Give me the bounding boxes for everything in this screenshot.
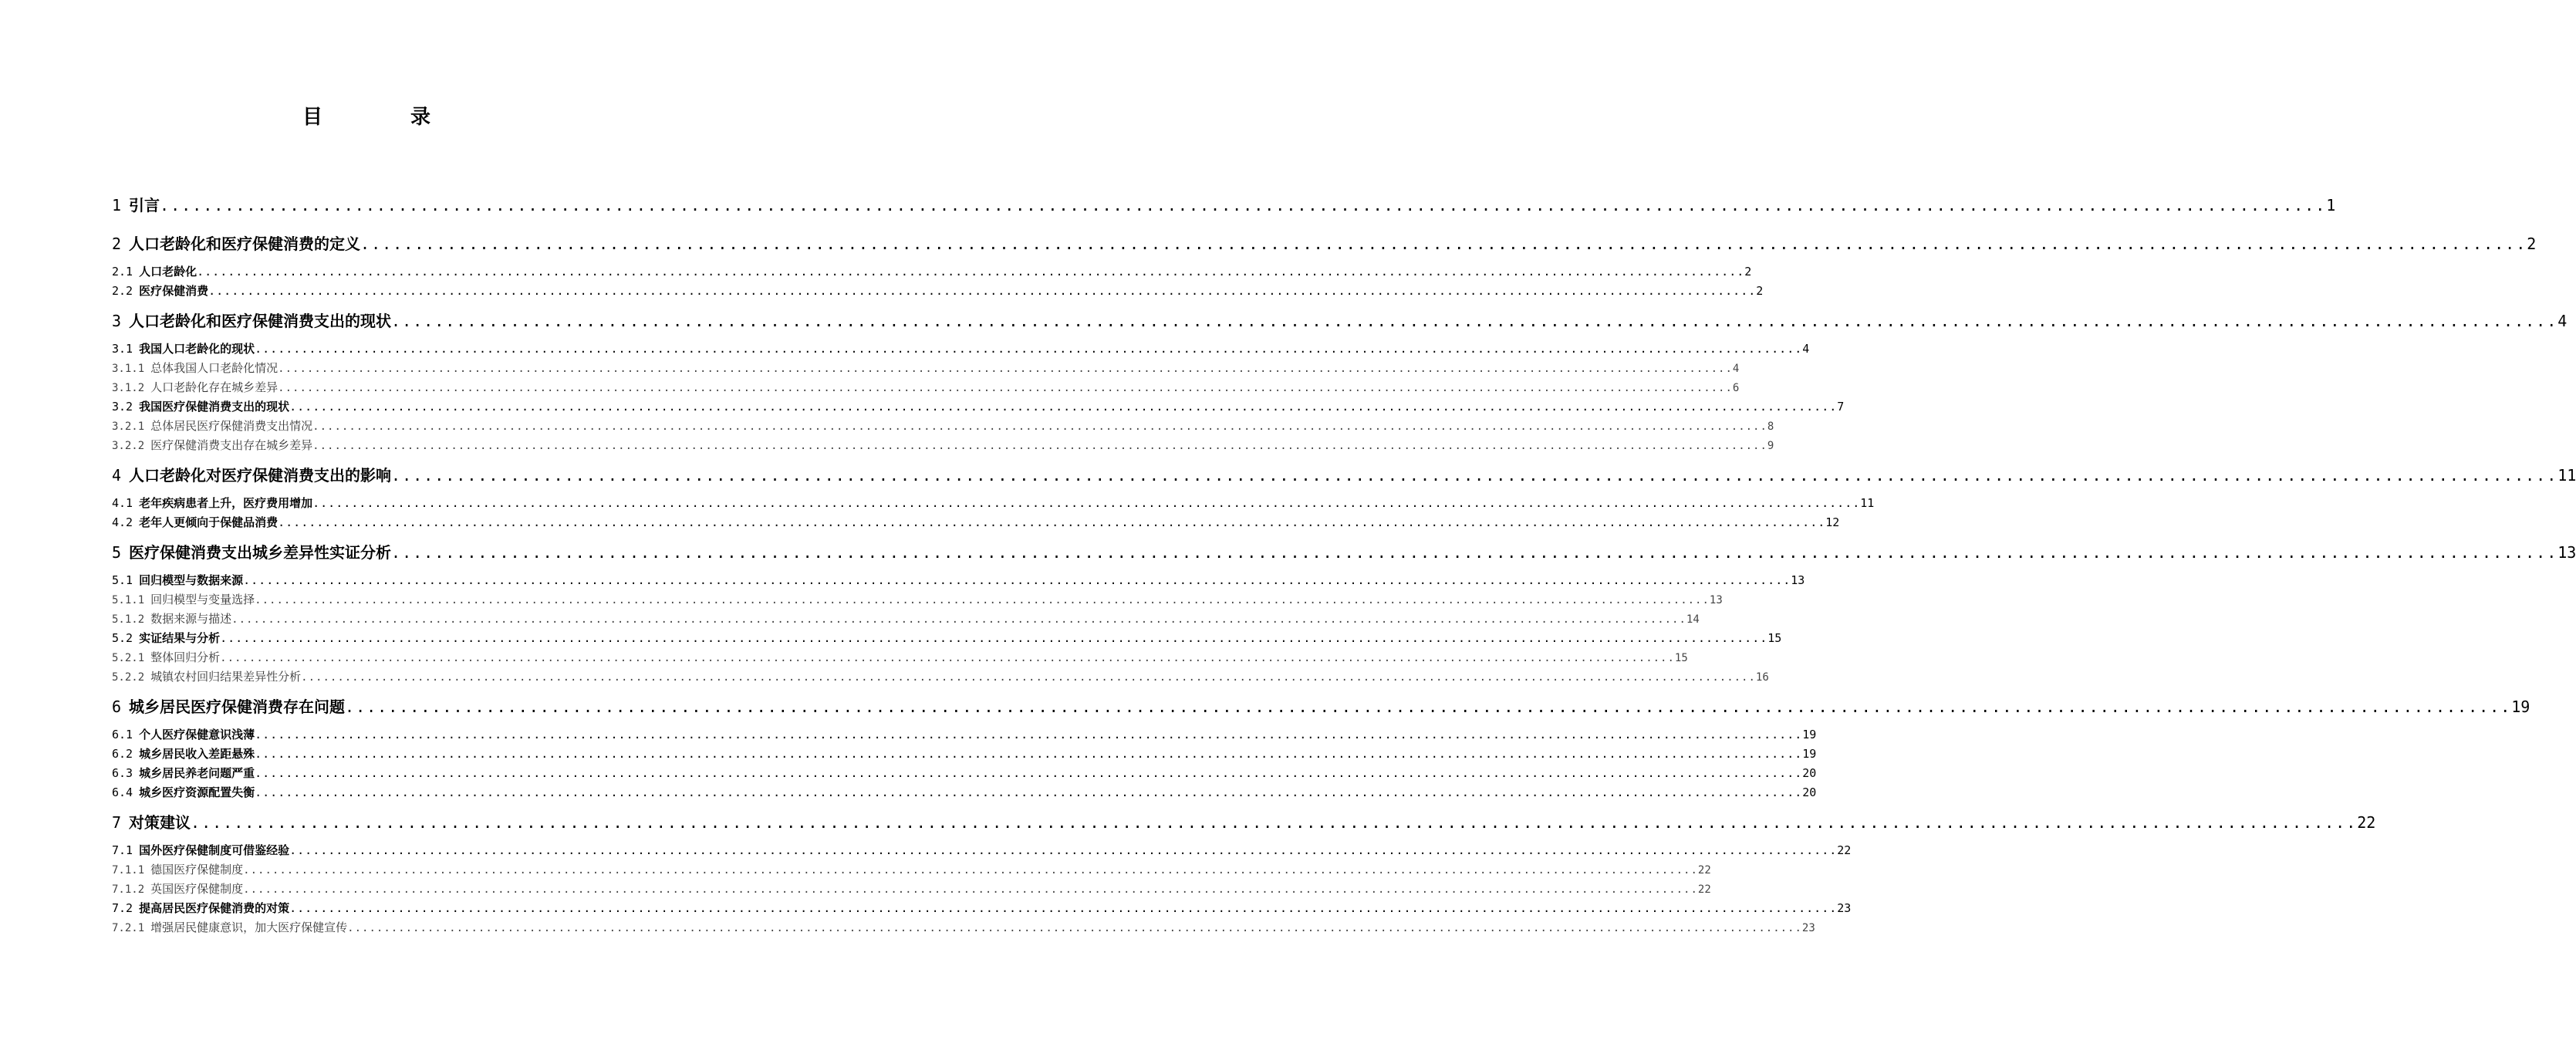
toc-entry-title: 老年人更倾向于保健品消费 <box>139 515 279 529</box>
dot-leader: ........................................................................................................................................................................................................ <box>289 901 1838 915</box>
toc-entry-number: 7.2.1 <box>112 922 145 934</box>
dot-leader: ........................................................................................................................................................................................................ <box>208 284 1757 298</box>
toc-entry-page: 2 <box>1744 265 1752 279</box>
toc-entry[interactable] <box>112 630 1782 646</box>
toc-entry[interactable] <box>112 862 1711 877</box>
toc-entry[interactable] <box>112 843 1852 858</box>
dot-leader: ........................................................................................................................................................................................................ <box>191 813 2358 832</box>
toc-entry[interactable] <box>112 592 1723 607</box>
toc-entry-title: 增强居民健康意识，加大医疗保健宣传 <box>150 920 348 934</box>
toc-entry-title: 人口老龄化 <box>139 265 198 279</box>
toc-entry-page: 23 <box>1837 901 1852 915</box>
toc-entry-number: 4 <box>112 466 122 485</box>
toc-entry[interactable] <box>112 465 2576 485</box>
toc-entry-number: 5.2.2 <box>112 671 145 684</box>
toc-entry-page: 1 <box>2326 196 2336 214</box>
toc-entry-page: 13 <box>1709 594 1723 606</box>
toc-entry-title: 英国医疗保健制度 <box>150 882 244 896</box>
dot-leader: ........................................................................................................................................................................................................ <box>255 594 1710 606</box>
toc-entry-title: 总体我国人口老龄化情况 <box>150 361 279 375</box>
toc-entry-page: 4 <box>2557 312 2568 330</box>
toc-entry[interactable] <box>112 611 1700 627</box>
dot-leader: ........................................................................................................................................................................................................ <box>278 382 1733 394</box>
toc-entry[interactable] <box>112 920 1815 935</box>
toc-entry-page: 2 <box>1756 284 1764 298</box>
dot-leader: ........................................................................................................................................................................................................ <box>255 766 1803 780</box>
toc-entry[interactable] <box>112 669 1769 684</box>
toc-entry-number: 5.1 <box>112 573 133 587</box>
toc-entry-title: 个人医疗保健意识浅薄 <box>139 728 255 741</box>
toc-entry-title: 对策建议 <box>129 813 191 832</box>
toc-entry-number: 5 <box>112 543 122 562</box>
toc-entry-page: 19 <box>1802 728 1817 741</box>
dot-leader: ........................................................................................................................................................................................................ <box>289 400 1838 414</box>
dot-leader: ........................................................................................................................................................................................................ <box>243 573 1791 587</box>
toc-entry-number: 7 <box>112 813 122 832</box>
toc-entry[interactable] <box>112 727 1817 742</box>
toc-entry[interactable] <box>112 234 2537 254</box>
toc-entry[interactable] <box>112 746 1817 762</box>
toc-entry-page: 7 <box>1837 400 1845 414</box>
toc-entry-number: 7.1.2 <box>112 883 145 896</box>
toc-entry-title: 医疗保健消费 <box>139 284 209 298</box>
dot-leader: ........................................................................................................................................................................................................ <box>220 631 1768 645</box>
toc-entry-page: 22 <box>1697 864 1711 877</box>
toc-entry[interactable] <box>112 437 1774 453</box>
toc-entry[interactable] <box>112 311 2568 331</box>
toc-entry-title: 城乡医疗资源配置失衡 <box>139 785 255 799</box>
page-title: 目 录 <box>302 106 464 129</box>
toc-entry[interactable] <box>112 785 1817 800</box>
toc-entry-title: 城乡居民养老问题严重 <box>139 766 255 780</box>
toc-entry-title: 人口老龄化和医疗保健消费支出的现状 <box>129 312 392 330</box>
dot-leader: ........................................................................................................................................................................................................ <box>255 728 1803 741</box>
toc-entry-title: 引言 <box>129 196 160 214</box>
toc-entry-title: 实证结果与分析 <box>139 631 221 645</box>
toc-entry[interactable] <box>112 264 1752 279</box>
toc-entry-title: 回归模型与变量选择 <box>150 593 255 606</box>
toc-entry-title: 提高居民医疗保健消费的对策 <box>139 901 290 915</box>
toc-entry-page: 22 <box>1697 883 1711 896</box>
toc-entry-title: 整体回归分析 <box>150 650 221 664</box>
toc-entry-page: 13 <box>2557 543 2576 562</box>
toc-entry-title: 我国人口老龄化的现状 <box>139 342 255 356</box>
dot-leader: ........................................................................................................................................................................................................ <box>255 342 1803 356</box>
toc-entry-title: 医疗保健消费支出存在城乡差异 <box>150 438 313 452</box>
toc-entry-page: 20 <box>1802 785 1817 799</box>
toc-entry[interactable] <box>112 380 1740 395</box>
toc-entry-page: 16 <box>1755 671 1769 684</box>
toc-entry-number: 3 <box>112 312 122 330</box>
toc-entry-page: 19 <box>1802 747 1817 761</box>
toc-entry-number: 7.1.1 <box>112 864 145 877</box>
toc-entry-number: 5.2.1 <box>112 652 145 664</box>
toc-entry-page: 13 <box>1791 573 1805 587</box>
toc-entry-page: 12 <box>1825 515 1840 529</box>
toc-entry-title: 总体居民医疗保健消费支出情况 <box>150 419 313 433</box>
toc-entry-page: 4 <box>1732 363 1740 375</box>
toc-entry-title: 数据来源与描述 <box>150 612 232 626</box>
dot-leader: ........................................................................................................................................................................................................ <box>391 466 2558 485</box>
toc-entry-number: 3.2.1 <box>112 421 145 433</box>
toc-entry-title: 人口老龄化存在城乡差异 <box>150 380 279 394</box>
dot-leader: ........................................................................................................................................................................................................ <box>231 613 1686 626</box>
toc-entry-number: 4.1 <box>112 496 133 510</box>
toc-entry-title: 国外医疗保健制度可借鉴经验 <box>139 843 290 857</box>
toc-entry-number: 5.1.2 <box>112 613 145 626</box>
toc-entry-number: 3.1.1 <box>112 363 145 375</box>
dot-leader: ........................................................................................................................................................................................................ <box>360 235 2527 253</box>
dot-leader: ........................................................................................................................................................................................................ <box>220 652 1675 664</box>
toc-entry-title: 老年疾病患者上升，医疗费用增加 <box>139 496 313 510</box>
toc-entry-page: 22 <box>1837 843 1852 857</box>
dot-leader: ........................................................................................................................................................................................................ <box>255 785 1803 799</box>
toc-entry-page: 6 <box>1732 382 1740 394</box>
toc-entry-page: 11 <box>1860 496 1875 510</box>
dot-leader: ........................................................................................................................................................................................................ <box>243 864 1698 877</box>
toc-entry-title: 人口老龄化和医疗保健消费的定义 <box>129 235 361 253</box>
toc-entry-number: 3.1 <box>112 342 133 356</box>
dot-leader: ........................................................................................................................................................................................................ <box>312 421 1767 433</box>
dot-leader: ........................................................................................................................................................................................................ <box>160 196 2327 214</box>
toc-entry-page: 15 <box>1674 652 1688 664</box>
toc-entry-title: 德国医疗保健制度 <box>150 863 244 877</box>
toc-entry-page: 2 <box>2527 235 2537 253</box>
toc-entry-title: 人口老龄化对医疗保健消费支出的影响 <box>129 466 392 485</box>
dot-leader: ........................................................................................................................................................................................................ <box>243 883 1698 896</box>
dot-leader: ........................................................................................................................................................................................................ <box>391 543 2558 562</box>
toc-entry-page: 9 <box>1767 440 1774 452</box>
toc-entry[interactable] <box>112 399 1845 414</box>
toc-entry-number: 2 <box>112 235 122 253</box>
toc-entry[interactable] <box>112 900 1852 916</box>
toc-entry-title: 城镇农村回归结果差异性分析 <box>150 670 302 684</box>
toc-entry[interactable] <box>112 765 1817 781</box>
toc-entry-page: 23 <box>1801 922 1815 934</box>
dot-leader: ........................................................................................................................................................................................................ <box>312 496 1861 510</box>
toc-entry[interactable] <box>112 195 2336 215</box>
toc-entry-title: 城乡居民收入差距悬殊 <box>139 747 255 761</box>
toc-entry[interactable] <box>112 542 2576 562</box>
toc-entry-title: 城乡居民医疗保健消费存在问题 <box>129 698 346 716</box>
toc-entry-number: 5.1.1 <box>112 594 145 606</box>
toc-entry-number: 4.2 <box>112 515 133 529</box>
dot-leader: ........................................................................................................................................................................................................ <box>301 671 1756 684</box>
toc-entry-page: 8 <box>1767 421 1774 433</box>
toc-entry-page: 22 <box>2357 813 2376 832</box>
toc-entry[interactable] <box>112 881 1711 897</box>
dot-leader: ........................................................................................................................................................................................................ <box>312 440 1767 452</box>
toc-entry[interactable] <box>112 812 2376 833</box>
dot-leader: ........................................................................................................................................................................................................ <box>391 312 2558 330</box>
toc-entry-number: 2.1 <box>112 265 133 279</box>
toc-entry-title: 我国医疗保健消费支出的现状 <box>139 400 290 414</box>
toc-entry-number: 6.4 <box>112 785 133 799</box>
toc-entry-number: 6.3 <box>112 766 133 780</box>
toc-entry-number: 7.1 <box>112 843 133 857</box>
toc-entry-page: 14 <box>1686 613 1700 626</box>
toc-entry-page: 19 <box>2511 698 2530 716</box>
toc-entry-page: 15 <box>1767 631 1782 645</box>
toc-entry[interactable] <box>112 697 2530 717</box>
toc-entry-page: 11 <box>2557 466 2576 485</box>
toc-entry[interactable] <box>112 341 1810 356</box>
dot-leader: ........................................................................................................................................................................................................ <box>278 515 1826 529</box>
toc-entry-number: 6 <box>112 698 122 716</box>
toc-entry-number: 7.2 <box>112 901 133 915</box>
dot-leader: ........................................................................................................................................................................................................ <box>347 922 1802 934</box>
dot-leader: ........................................................................................................................................................................................................ <box>255 747 1803 761</box>
toc-entry[interactable] <box>112 360 1740 376</box>
toc-entry-number: 5.2 <box>112 631 133 645</box>
dot-leader: ........................................................................................................................................................................................................ <box>289 843 1838 857</box>
dot-leader: ........................................................................................................................................................................................................ <box>197 265 1745 279</box>
toc-entry-number: 3.2 <box>112 400 133 414</box>
toc-entry[interactable] <box>112 573 1805 588</box>
toc-entry[interactable] <box>112 515 1840 530</box>
dot-leader: ........................................................................................................................................................................................................ <box>345 698 2512 716</box>
toc-entry[interactable] <box>112 495 1875 511</box>
toc-entry-number: 1 <box>112 196 122 214</box>
dot-leader: ........................................................................................................................................................................................................ <box>278 363 1733 375</box>
toc-entry-number: 6.2 <box>112 747 133 761</box>
toc-entry-title: 回归模型与数据来源 <box>139 573 244 587</box>
toc-entry-number: 2.2 <box>112 284 133 298</box>
toc-entry-number: 3.1.2 <box>112 382 145 394</box>
toc-entry-page: 20 <box>1802 766 1817 780</box>
toc-entry-title: 医疗保健消费支出城乡差异性实证分析 <box>129 543 392 562</box>
toc-entry[interactable] <box>112 283 1764 299</box>
toc-entry-number: 6.1 <box>112 728 133 741</box>
toc-entry-number: 3.2.2 <box>112 440 145 452</box>
toc-entry[interactable] <box>112 650 1688 665</box>
toc-entry-page: 4 <box>1802 342 1810 356</box>
toc-entry[interactable] <box>112 418 1774 434</box>
